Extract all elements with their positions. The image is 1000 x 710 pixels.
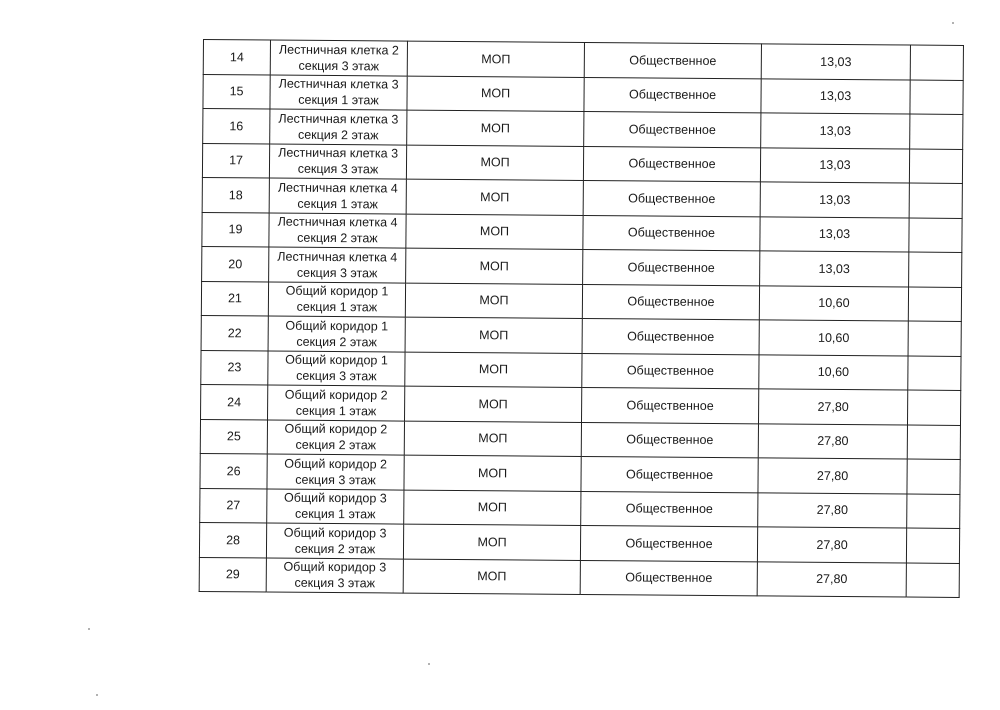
room-usage-cell: Общественное (581, 491, 758, 527)
room-name-line1: Общий коридор 2 (284, 456, 388, 472)
room-name-line1: Общий коридор 3 (283, 525, 387, 541)
room-name-cell (268, 351, 405, 387)
room-name-line2: секция 1 этаж (294, 506, 376, 522)
row-number-cell: 14 (203, 40, 270, 75)
table-row (199, 522, 959, 562)
room-type-cell: МОП (403, 559, 580, 595)
room-name-line2: секция 2 этаж (297, 127, 379, 143)
room-name-line2: секция 3 этаж (296, 368, 377, 384)
room-name-line2: секция 3 этаж (297, 161, 379, 177)
row-number-cell: 24 (201, 384, 268, 419)
premises-table-wrapper (199, 39, 964, 598)
room-name-cell (268, 385, 405, 421)
room-name-line1: Лестничная клетка 3 (278, 145, 399, 161)
extra-cell-cell (908, 287, 961, 322)
room-type-cell: МОП (407, 41, 584, 77)
room-area-cell: 13,03 (761, 44, 910, 80)
extra-cell-cell (908, 321, 961, 356)
room-usage-cell: Общественное (583, 180, 760, 216)
row-number-cell: 20 (202, 246, 269, 281)
room-name-cell (266, 558, 403, 594)
row-number-cell: 29 (199, 557, 266, 592)
row-number-cell: 25 (200, 419, 267, 454)
extra-cell-cell (909, 252, 962, 287)
room-area-cell: 27,80 (758, 458, 907, 494)
table-row (203, 74, 963, 114)
room-usage-cell: Общественное (581, 422, 758, 458)
room-usage-cell: Общественное (583, 249, 760, 285)
extra-cell-cell (907, 459, 960, 494)
room-name-line1: Общий коридор 1 (285, 352, 388, 368)
room-name-line2: секция 3 этаж (298, 58, 380, 74)
table-row (203, 40, 963, 80)
table-row (202, 143, 962, 183)
room-name-cell (270, 40, 407, 76)
room-usage-cell: Общественное (580, 525, 757, 561)
table-row (200, 419, 960, 459)
extra-cell-cell (910, 80, 963, 115)
room-type-cell: МОП (407, 110, 584, 146)
room-name-cell (267, 420, 404, 456)
scan-speck (88, 628, 90, 630)
room-name-line2: секция 3 этаж (296, 265, 378, 281)
room-name-cell (268, 316, 405, 352)
room-name-line1: Общий коридор 3 (283, 490, 387, 506)
table-row (201, 281, 961, 321)
room-area-cell: 13,03 (760, 251, 909, 287)
room-name-line1: Общий коридор 2 (284, 421, 388, 437)
extra-cell-cell (909, 218, 962, 253)
room-name-line2: секция 3 этаж (294, 575, 376, 591)
room-area-cell: 13,03 (760, 147, 909, 183)
row-number-cell: 16 (203, 109, 270, 144)
room-name-cell (269, 213, 406, 249)
extra-cell-cell (908, 356, 961, 391)
premises-table-body (199, 40, 963, 598)
room-name-line1: Общий коридор 1 (285, 318, 389, 334)
row-number-cell: 23 (201, 350, 268, 385)
room-name-line2: секция 3 этаж (295, 472, 376, 488)
room-area-cell: 13,03 (760, 182, 909, 218)
scan-speck (952, 22, 954, 24)
room-type-cell: МОП (406, 179, 583, 215)
scan-speck (428, 663, 430, 665)
table-row (202, 246, 962, 286)
room-usage-cell: Общественное (581, 456, 758, 492)
room-type-cell: МОП (406, 145, 583, 181)
room-area-cell: 10,60 (759, 320, 908, 356)
room-usage-cell: Общественное (582, 284, 759, 320)
extra-cell-cell (906, 528, 959, 563)
row-number-cell: 15 (203, 74, 270, 109)
extra-cell-cell (907, 390, 960, 425)
room-name-cell (268, 282, 405, 318)
room-name-line1: Лестничная клетка 4 (277, 214, 398, 230)
room-type-cell: МОП (405, 386, 582, 422)
room-name-cell (269, 178, 406, 214)
room-usage-cell: Общественное (584, 42, 761, 78)
room-name-cell (266, 523, 403, 559)
room-name-line2: секция 2 этаж (294, 541, 376, 557)
room-area-cell: 10,60 (759, 354, 908, 390)
room-area-cell: 10,60 (759, 285, 908, 321)
room-area-cell: 13,03 (761, 113, 910, 149)
extra-cell-cell (907, 425, 960, 460)
room-type-cell: МОП (406, 214, 583, 250)
row-number-cell: 26 (200, 453, 267, 488)
room-area-cell: 27,80 (758, 423, 907, 459)
room-usage-cell: Общественное (584, 77, 761, 113)
room-type-cell: МОП (405, 317, 582, 353)
room-name-line2: секция 2 этаж (296, 334, 377, 350)
extra-cell-cell (906, 563, 959, 598)
room-area-cell: 27,80 (757, 527, 906, 563)
room-name-cell (269, 247, 406, 283)
room-type-cell: МОП (406, 248, 583, 284)
room-name-cell (269, 144, 406, 180)
extra-cell-cell (907, 494, 960, 529)
room-name-line1: Общий коридор 2 (284, 387, 388, 403)
row-number-cell: 17 (202, 143, 269, 178)
room-name-cell (267, 489, 404, 525)
room-usage-cell: Общественное (583, 215, 760, 251)
room-usage-cell: Общественное (583, 146, 760, 182)
room-name-line1: Общий коридор 1 (285, 283, 389, 299)
extra-cell-cell (910, 114, 963, 149)
room-name-cell (270, 109, 407, 145)
room-name-line1: Лестничная клетка 3 (278, 76, 399, 92)
room-name-cell (270, 75, 407, 111)
room-area-cell: 13,03 (761, 78, 910, 114)
room-name-line2: секция 1 этаж (296, 299, 378, 315)
room-type-cell: МОП (404, 455, 581, 491)
room-name-line2: секция 2 этаж (297, 230, 378, 246)
room-usage-cell: Общественное (582, 387, 759, 423)
room-name-line1: Лестничная клетка 4 (277, 249, 398, 265)
room-usage-cell: Общественное (582, 353, 759, 389)
premises-table (199, 39, 964, 598)
room-usage-cell: Общественное (582, 318, 759, 354)
room-name-line2: секция 1 этаж (295, 403, 377, 419)
room-name-line2: секция 1 этаж (298, 93, 379, 108)
room-area-cell: 27,80 (758, 389, 907, 425)
room-type-cell: МОП (403, 524, 580, 560)
room-area-cell: 27,80 (758, 492, 907, 528)
row-number-cell: 27 (200, 488, 267, 523)
room-type-cell: МОП (405, 283, 582, 319)
table-row (200, 488, 960, 528)
table-row (203, 109, 963, 149)
extra-cell-cell (909, 183, 962, 218)
room-type-cell: МОП (405, 352, 582, 388)
row-number-cell: 22 (201, 315, 268, 350)
table-row (202, 212, 962, 252)
room-name-line2: секция 2 этаж (295, 437, 377, 453)
room-area-cell: 13,03 (760, 216, 909, 252)
row-number-cell: 21 (201, 281, 268, 316)
row-number-cell: 18 (202, 177, 269, 212)
room-usage-cell: Общественное (580, 560, 757, 596)
room-name-line1: Лестничная клетка 4 (277, 180, 398, 196)
row-number-cell: 28 (199, 522, 266, 557)
room-name-cell (267, 454, 404, 490)
room-name-line1: Лестничная клетка 3 (278, 111, 399, 127)
table-row (199, 557, 959, 597)
room-name-line1: Лестничная клетка 2 (278, 42, 399, 58)
scan-speck (96, 694, 98, 696)
room-area-cell: 27,80 (757, 561, 906, 597)
room-type-cell: МОП (404, 490, 581, 526)
room-name-line2: секция 1 этаж (297, 196, 378, 212)
room-type-cell: МОП (404, 421, 581, 457)
table-row (200, 453, 960, 493)
row-number-cell: 19 (202, 212, 269, 247)
room-type-cell: МОП (407, 76, 584, 112)
room-usage-cell: Общественное (584, 111, 761, 147)
extra-cell-cell (909, 149, 962, 184)
extra-cell-cell (910, 45, 963, 80)
table-row (202, 177, 962, 217)
room-name-line1: Общий коридор 3 (283, 559, 387, 575)
